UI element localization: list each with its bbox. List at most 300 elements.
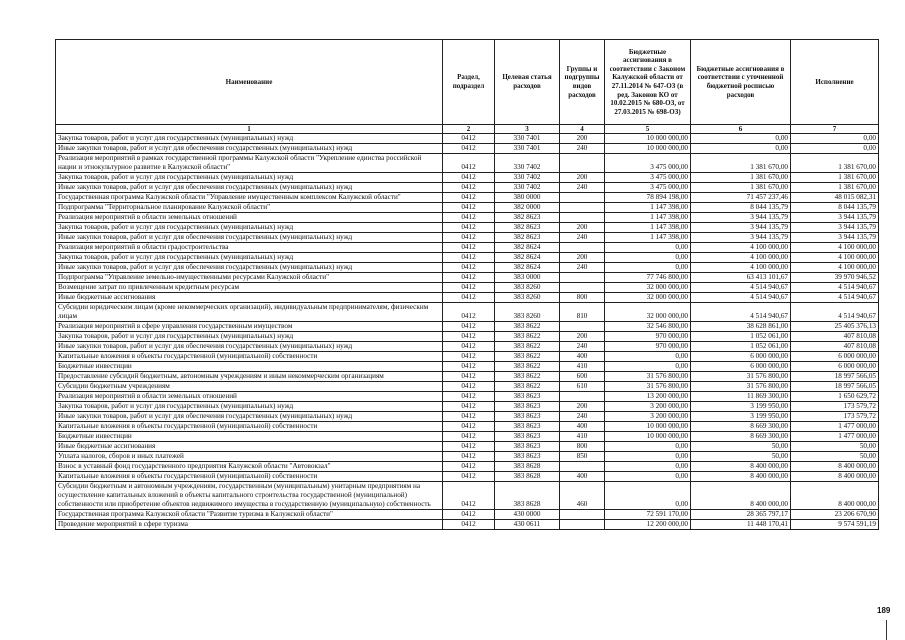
row-celevaya-statya: 383 8260 — [495, 293, 560, 303]
row-razdel: 0412 — [443, 322, 495, 332]
row-assign-law: 32 000 000,00 — [605, 293, 691, 303]
row-name: Возмещение затрат по привлеченным кредитным ресурсам — [56, 283, 443, 293]
row-name: Капитальные вложения в объекты государственной (муниципальной) собственности — [56, 422, 443, 432]
row-vid-rashodov — [560, 243, 605, 253]
row-assign-law: 1 147 398,00 — [605, 213, 691, 223]
row-razdel: 0412 — [443, 213, 495, 223]
row-vid-rashodov — [560, 273, 605, 283]
row-vid-rashodov: 240 — [560, 412, 605, 422]
row-razdel: 0412 — [443, 273, 495, 283]
table-row — [56, 392, 879, 402]
row-assign-law: 78 894 198,00 — [605, 193, 691, 203]
row-assign-rospis: 50,00 — [691, 442, 791, 452]
row-assign-rospis: 8 669 300,00 — [691, 432, 791, 442]
table-row — [56, 293, 879, 303]
row-name: Взнос в уставный фонд государственного предприятия Калужской области "Автовокзал" — [56, 462, 443, 472]
row-razdel: 0412 — [443, 510, 495, 520]
row-razdel: 0412 — [443, 332, 495, 342]
row-vid-rashodov — [560, 283, 605, 293]
table-row — [56, 422, 879, 432]
row-vid-rashodov: 850 — [560, 452, 605, 462]
row-vid-rashodov: 200 — [560, 402, 605, 412]
row-assign-law: 0,00 — [605, 352, 691, 362]
row-razdel: 0412 — [443, 432, 495, 442]
row-razdel: 0412 — [443, 402, 495, 412]
row-name: Субсидии юридическим лицам (кроме некоммерческих организаций), индивидуальным предпринимателям, физическим лицам — [56, 303, 443, 322]
row-assign-law: 32 000 000,00 — [605, 283, 691, 293]
table-row — [56, 362, 879, 372]
table-body — [56, 134, 879, 530]
row-razdel: 0412 — [443, 233, 495, 243]
row-name: Бюджетные инвестиции — [56, 432, 443, 442]
row-ispolnenie: 1 381 670,00 — [791, 154, 879, 173]
table-row — [56, 134, 879, 144]
row-vid-rashodov: 400 — [560, 352, 605, 362]
row-assign-law: 31 576 800,00 — [605, 382, 691, 392]
row-razdel: 0412 — [443, 482, 495, 510]
row-razdel: 0412 — [443, 412, 495, 422]
row-celevaya-statya: 382 8623 — [495, 213, 560, 223]
table-row — [56, 243, 879, 253]
row-name: Закупка товаров, работ и услуг для государственных (муниципальных) нужд — [56, 134, 443, 144]
row-name: Проведение мероприятий в сфере туризма — [56, 520, 443, 530]
row-assign-rospis: 4 514 940,67 — [691, 303, 791, 322]
row-ispolnenie: 3 944 135,79 — [791, 223, 879, 233]
row-razdel: 0412 — [443, 362, 495, 372]
row-razdel: 0412 — [443, 422, 495, 432]
row-name: Закупка товаров, работ и услуг для государственных (муниципальных) нужд — [56, 253, 443, 263]
row-name: Субсидии бюджетным и автономным учреждениям, государственным (муниципальным) унитарным предприятиям на осуществление капитальных вложений в объекты капитального строительства государственной (муниципальной) собственности или приобретение объектов недвижимого имущества в государственную (муниципальную) собственность — [56, 482, 443, 510]
row-assign-rospis: 3 199 950,00 — [691, 402, 791, 412]
table-row — [56, 203, 879, 213]
table-row — [56, 273, 879, 283]
row-assign-law: 31 576 800,00 — [605, 372, 691, 382]
row-ispolnenie: 4 514 940,67 — [791, 293, 879, 303]
row-vid-rashodov — [560, 520, 605, 530]
row-ispolnenie: 48 015 082,31 — [791, 193, 879, 203]
row-assign-rospis: 28 365 797,17 — [691, 510, 791, 520]
row-name: Реализация мероприятий в рамках государственной программы Калужской области "Укрепление единства российской нации и этнокультурное развитие в Калужской области" — [56, 154, 443, 173]
row-celevaya-statya: 383 8622 — [495, 372, 560, 382]
row-assign-rospis: 1 052 061,00 — [691, 332, 791, 342]
row-vid-rashodov: 800 — [560, 293, 605, 303]
row-vid-rashodov: 200 — [560, 223, 605, 233]
row-assign-rospis: 50,00 — [691, 452, 791, 462]
budget-table — [55, 39, 879, 530]
row-name: Закупка товаров, работ и услуг для государственных (муниципальных) нужд — [56, 223, 443, 233]
row-assign-rospis: 4 100 000,00 — [691, 263, 791, 273]
row-vid-rashodov — [560, 510, 605, 520]
row-vid-rashodov: 240 — [560, 144, 605, 154]
column-number: 4 — [560, 125, 605, 134]
row-assign-rospis: 1 381 670,00 — [691, 154, 791, 173]
row-vid-rashodov: 800 — [560, 442, 605, 452]
row-name: Уплата налогов, сборов и иных платежей — [56, 452, 443, 462]
row-name: Иные закупки товаров, работ и услуг для обеспечения государственных (муниципальных) нужд — [56, 233, 443, 243]
row-razdel: 0412 — [443, 283, 495, 293]
row-ispolnenie: 6 000 000,00 — [791, 352, 879, 362]
row-ispolnenie: 50,00 — [791, 452, 879, 462]
row-celevaya-statya: 383 8628 — [495, 472, 560, 482]
row-vid-rashodov: 600 — [560, 372, 605, 382]
row-assign-law: 0,00 — [605, 442, 691, 452]
row-razdel: 0412 — [443, 442, 495, 452]
row-assign-rospis: 8 400 000,00 — [691, 462, 791, 472]
row-assign-rospis: 8 400 000,00 — [691, 482, 791, 510]
row-ispolnenie: 4 100 000,00 — [791, 253, 879, 263]
row-assign-rospis: 11 448 170,41 — [691, 520, 791, 530]
row-ispolnenie: 407 810,08 — [791, 332, 879, 342]
table-row — [56, 372, 879, 382]
row-razdel: 0412 — [443, 303, 495, 322]
row-vid-rashodov — [560, 193, 605, 203]
column-number-row — [56, 125, 879, 134]
column-number: 2 — [443, 125, 495, 134]
row-celevaya-statya: 383 8628 — [495, 462, 560, 472]
row-celevaya-statya: 430 0000 — [495, 510, 560, 520]
row-vid-rashodov: 810 — [560, 303, 605, 322]
row-razdel: 0412 — [443, 520, 495, 530]
row-celevaya-statya: 383 8623 — [495, 432, 560, 442]
row-razdel: 0412 — [443, 253, 495, 263]
row-assign-law: 10 000 000,00 — [605, 422, 691, 432]
row-ispolnenie: 407 810,08 — [791, 342, 879, 352]
row-razdel: 0412 — [443, 382, 495, 392]
row-assign-rospis: 3 199 950,00 — [691, 412, 791, 422]
header-name: Наименование — [56, 40, 443, 125]
row-assign-rospis: 4 100 000,00 — [691, 243, 791, 253]
table-row — [56, 173, 879, 183]
row-assign-rospis: 6 000 000,00 — [691, 352, 791, 362]
row-celevaya-statya: 383 8623 — [495, 402, 560, 412]
row-celevaya-statya: 382 8624 — [495, 253, 560, 263]
row-name: Капитальные вложения в объекты государственной (муниципальной) собственности — [56, 352, 443, 362]
row-assign-rospis: 4 100 000,00 — [691, 253, 791, 263]
row-celevaya-statya: 382 8624 — [495, 263, 560, 273]
table-row — [56, 482, 879, 510]
row-razdel: 0412 — [443, 134, 495, 144]
row-celevaya-statya: 380 0000 — [495, 193, 560, 203]
row-assign-law: 3 475 000,00 — [605, 173, 691, 183]
row-celevaya-statya: 382 8623 — [495, 233, 560, 243]
row-name: Иные закупки товаров, работ и услуг для обеспечения государственных (муниципальных) нужд — [56, 263, 443, 273]
row-vid-rashodov: 410 — [560, 362, 605, 372]
row-name: Бюджетные инвестиции — [56, 362, 443, 372]
table-row — [56, 352, 879, 362]
row-vid-rashodov: 200 — [560, 332, 605, 342]
row-assign-rospis: 31 576 800,00 — [691, 372, 791, 382]
table-row — [56, 432, 879, 442]
row-assign-law: 10 000 000,00 — [605, 134, 691, 144]
row-vid-rashodov — [560, 213, 605, 223]
row-name: Государственная программа Калужской области "Развитие туризма в Калужской области" — [56, 510, 443, 520]
row-assign-law: 0,00 — [605, 253, 691, 263]
row-razdel: 0412 — [443, 263, 495, 273]
row-assign-law: 10 000 000,00 — [605, 432, 691, 442]
row-vid-rashodov: 610 — [560, 382, 605, 392]
row-assign-law: 0,00 — [605, 452, 691, 462]
table-row — [56, 263, 879, 273]
row-assign-rospis: 8 044 135,79 — [691, 203, 791, 213]
row-assign-law: 970 000,00 — [605, 342, 691, 352]
row-name: Иные закупки товаров, работ и услуг для обеспечения государственных (муниципальных) нужд — [56, 342, 443, 352]
table-row — [56, 253, 879, 263]
table-row — [56, 154, 879, 173]
row-assign-law: 3 475 000,00 — [605, 154, 691, 173]
row-celevaya-statya: 383 8623 — [495, 422, 560, 432]
table-row — [56, 510, 879, 520]
table-row — [56, 223, 879, 233]
row-razdel: 0412 — [443, 472, 495, 482]
header-assign-rospis: Бюджетные ассигнования в соответствии с уточненной бюджетной росписью расходов — [691, 40, 791, 125]
row-assign-law: 1 147 398,00 — [605, 203, 691, 213]
row-celevaya-statya: 330 7402 — [495, 183, 560, 193]
row-ispolnenie: 173 579,72 — [791, 402, 879, 412]
row-assign-law: 0,00 — [605, 243, 691, 253]
row-assign-rospis: 3 944 135,79 — [691, 233, 791, 243]
row-razdel: 0412 — [443, 372, 495, 382]
row-celevaya-statya: 430 0611 — [495, 520, 560, 530]
row-name: Субсидии бюджетным учреждениям — [56, 382, 443, 392]
row-celevaya-statya: 330 7402 — [495, 154, 560, 173]
row-razdel: 0412 — [443, 352, 495, 362]
row-assign-law: 970 000,00 — [605, 332, 691, 342]
row-assign-law: 3 200 000,00 — [605, 412, 691, 422]
row-vid-rashodov: 200 — [560, 173, 605, 183]
row-assign-rospis: 71 457 237,46 — [691, 193, 791, 203]
row-assign-rospis: 31 576 800,00 — [691, 382, 791, 392]
row-celevaya-statya: 382 0000 — [495, 203, 560, 213]
row-assign-rospis: 63 413 101,67 — [691, 273, 791, 283]
row-assign-rospis: 4 514 940,67 — [691, 293, 791, 303]
row-name: Реализация мероприятий в области градостроительства — [56, 243, 443, 253]
row-assign-rospis: 1 381 670,00 — [691, 173, 791, 183]
row-ispolnenie: 0,00 — [791, 134, 879, 144]
row-assign-rospis: 1 381 670,00 — [691, 183, 791, 193]
row-ispolnenie: 50,00 — [791, 442, 879, 452]
row-vid-rashodov: 400 — [560, 472, 605, 482]
row-assign-rospis: 11 869 300,00 — [691, 392, 791, 402]
page-edge-line — [886, 620, 887, 640]
table-row — [56, 520, 879, 530]
row-razdel: 0412 — [443, 243, 495, 253]
row-ispolnenie: 0,00 — [791, 144, 879, 154]
row-ispolnenie: 39 970 946,52 — [791, 273, 879, 283]
table-row — [56, 213, 879, 223]
row-razdel: 0412 — [443, 154, 495, 173]
row-razdel: 0412 — [443, 342, 495, 352]
row-assign-law: 0,00 — [605, 263, 691, 273]
table-row — [56, 442, 879, 452]
table-row — [56, 283, 879, 293]
row-razdel: 0412 — [443, 452, 495, 462]
table-row — [56, 233, 879, 243]
row-celevaya-statya: 383 8622 — [495, 382, 560, 392]
row-ispolnenie: 9 574 591,19 — [791, 520, 879, 530]
table-row — [56, 303, 879, 322]
row-assign-rospis: 1 052 061,00 — [691, 342, 791, 352]
row-assign-rospis: 0,00 — [691, 134, 791, 144]
row-ispolnenie: 6 000 000,00 — [791, 362, 879, 372]
row-assign-rospis: 38 628 861,00 — [691, 322, 791, 332]
row-vid-rashodov: 460 — [560, 482, 605, 510]
row-celevaya-statya: 330 7401 — [495, 144, 560, 154]
header-row — [56, 40, 879, 125]
row-vid-rashodov — [560, 462, 605, 472]
row-celevaya-statya: 383 8622 — [495, 342, 560, 352]
row-name: Иные бюджетные ассигнования — [56, 293, 443, 303]
row-vid-rashodov: 200 — [560, 134, 605, 144]
row-ispolnenie: 8 044 135,79 — [791, 203, 879, 213]
header-vid: Группы и подгруппы видов расходов — [560, 40, 605, 125]
row-vid-rashodov — [560, 392, 605, 402]
row-assign-law: 12 200 000,00 — [605, 520, 691, 530]
row-ispolnenie: 4 100 000,00 — [791, 243, 879, 253]
row-vid-rashodov: 240 — [560, 183, 605, 193]
row-name: Закупка товаров, работ и услуг для государственных (муниципальных) нужд — [56, 173, 443, 183]
row-assign-law: 0,00 — [605, 362, 691, 372]
table-row — [56, 144, 879, 154]
row-ispolnenie: 1 381 670,00 — [791, 173, 879, 183]
table-row — [56, 193, 879, 203]
row-ispolnenie: 23 206 670,90 — [791, 510, 879, 520]
row-name: Капитальные вложения в объекты государственной (муниципальной) собственности — [56, 472, 443, 482]
row-celevaya-statya: 382 8623 — [495, 223, 560, 233]
row-celevaya-statya: 383 8622 — [495, 362, 560, 372]
column-number: 6 — [691, 125, 791, 134]
row-name: Закупка товаров, работ и услуг для государственных (муниципальных) нужд — [56, 332, 443, 342]
table-row — [56, 452, 879, 462]
row-celevaya-statya: 383 8622 — [495, 332, 560, 342]
row-assign-law: 32 000 000,00 — [605, 303, 691, 322]
row-razdel: 0412 — [443, 193, 495, 203]
row-razdel: 0412 — [443, 173, 495, 183]
row-ispolnenie: 1 650 629,72 — [791, 392, 879, 402]
row-celevaya-statya: 330 7401 — [495, 134, 560, 144]
row-razdel: 0412 — [443, 293, 495, 303]
row-celevaya-statya: 383 8622 — [495, 352, 560, 362]
row-razdel: 0412 — [443, 462, 495, 472]
row-ispolnenie: 18 997 566,05 — [791, 382, 879, 392]
row-celevaya-statya: 383 8628 — [495, 482, 560, 510]
row-ispolnenie: 4 100 000,00 — [791, 263, 879, 273]
row-ispolnenie: 8 400 000,00 — [791, 472, 879, 482]
header-razdel: Раздел, подраздел — [443, 40, 495, 125]
row-razdel: 0412 — [443, 203, 495, 213]
row-name: Реализация мероприятий в сфере управления государственным имуществом — [56, 322, 443, 332]
row-assign-rospis: 6 000 000,00 — [691, 362, 791, 372]
header-ispolnenie: Исполнение — [791, 40, 879, 125]
row-celevaya-statya: 382 8624 — [495, 243, 560, 253]
table-row — [56, 472, 879, 482]
row-celevaya-statya: 383 0000 — [495, 273, 560, 283]
row-assign-law: 72 591 170,00 — [605, 510, 691, 520]
row-vid-rashodov: 240 — [560, 263, 605, 273]
row-ispolnenie: 173 579,72 — [791, 412, 879, 422]
row-assign-rospis: 4 514 940,67 — [691, 283, 791, 293]
row-ispolnenie: 4 514 940,67 — [791, 283, 879, 293]
row-name: Реализация мероприятий в области земельных отношений — [56, 213, 443, 223]
row-vid-rashodov — [560, 322, 605, 332]
row-ispolnenie: 25 405 376,13 — [791, 322, 879, 332]
row-celevaya-statya: 383 8623 — [495, 412, 560, 422]
row-name: Реализация мероприятий в области земельных отношений — [56, 392, 443, 402]
row-assign-law: 1 147 398,00 — [605, 233, 691, 243]
table-row — [56, 342, 879, 352]
table-row — [56, 402, 879, 412]
row-name: Закупка товаров, работ и услуг для государственных (муниципальных) нужд — [56, 402, 443, 412]
column-number: 3 — [495, 125, 560, 134]
row-celevaya-statya: 383 8260 — [495, 283, 560, 293]
row-celevaya-statya: 330 7402 — [495, 173, 560, 183]
row-assign-law: 0,00 — [605, 472, 691, 482]
row-razdel: 0412 — [443, 223, 495, 233]
row-ispolnenie: 4 514 940,67 — [791, 303, 879, 322]
row-assign-rospis: 3 944 135,79 — [691, 213, 791, 223]
row-razdel: 0412 — [443, 144, 495, 154]
row-assign-rospis: 0,00 — [691, 144, 791, 154]
row-name: Подпрограмма "Управление земельно-имущественными ресурсами Калужской области" — [56, 273, 443, 283]
row-ispolnenie: 18 997 566,05 — [791, 372, 879, 382]
row-vid-rashodov: 200 — [560, 253, 605, 263]
row-ispolnenie: 1 477 000,00 — [791, 432, 879, 442]
row-assign-rospis: 8 400 000,00 — [691, 472, 791, 482]
row-name: Предоставление субсидий бюджетным, автономным учреждениям и иным некоммерческим организациям — [56, 372, 443, 382]
row-name: Иные закупки товаров, работ и услуг для обеспечения государственных (муниципальных) нужд — [56, 412, 443, 422]
row-assign-law: 32 546 800,00 — [605, 322, 691, 332]
row-vid-rashodov — [560, 203, 605, 213]
header-celevaya: Целевая статья расходов — [495, 40, 560, 125]
row-celevaya-statya: 383 8260 — [495, 303, 560, 322]
row-razdel: 0412 — [443, 392, 495, 402]
column-number: 7 — [791, 125, 879, 134]
row-ispolnenie: 1 477 000,00 — [791, 422, 879, 432]
row-vid-rashodov: 240 — [560, 342, 605, 352]
row-vid-rashodov — [560, 154, 605, 173]
row-razdel: 0412 — [443, 183, 495, 193]
row-ispolnenie: 8 400 000,00 — [791, 482, 879, 510]
row-vid-rashodov: 400 — [560, 422, 605, 432]
column-number: 1 — [56, 125, 443, 134]
row-vid-rashodov: 240 — [560, 233, 605, 243]
row-name: Подпрограмма "Территориальное планирование Калужской области" — [56, 203, 443, 213]
row-ispolnenie: 1 381 670,00 — [791, 183, 879, 193]
row-assign-rospis: 3 944 135,79 — [691, 223, 791, 233]
row-name: Иные закупки товаров, работ и услуг для обеспечения государственных (муниципальных) нужд — [56, 144, 443, 154]
table-row — [56, 332, 879, 342]
row-assign-law: 13 200 000,00 — [605, 392, 691, 402]
row-celevaya-statya: 383 8622 — [495, 322, 560, 332]
row-celevaya-statya: 383 8623 — [495, 452, 560, 462]
row-celevaya-statya: 383 8623 — [495, 392, 560, 402]
header-assign-law: Бюджетные ассигнования в соответствии с Законом Калужской области от 27.11.2014 № 647-ОЗ (в ред. Законов КО от 10.02.2015 № 680-ОЗ, от 27.03.2015 № 698-ОЗ) — [605, 40, 691, 125]
row-celevaya-statya: 383 8623 — [495, 442, 560, 452]
row-assign-law: 10 000 000,00 — [605, 144, 691, 154]
row-assign-law: 3 475 000,00 — [605, 183, 691, 193]
row-assign-law: 77 746 800,00 — [605, 273, 691, 283]
table-row — [56, 382, 879, 392]
column-number: 5 — [605, 125, 691, 134]
page-number: 189 — [877, 606, 891, 615]
row-name: Государственная программа Калужской области "Управление имущественным комплексом Калужской области" — [56, 193, 443, 203]
row-name: Иные закупки товаров, работ и услуг для обеспечения государственных (муниципальных) нужд — [56, 183, 443, 193]
row-assign-law: 1 147 398,00 — [605, 223, 691, 233]
row-name: Иные бюджетные ассигнования — [56, 442, 443, 452]
row-ispolnenie: 3 944 135,79 — [791, 233, 879, 243]
row-vid-rashodov: 410 — [560, 432, 605, 442]
row-ispolnenie: 8 400 000,00 — [791, 462, 879, 472]
row-ispolnenie: 3 944 135,79 — [791, 213, 879, 223]
